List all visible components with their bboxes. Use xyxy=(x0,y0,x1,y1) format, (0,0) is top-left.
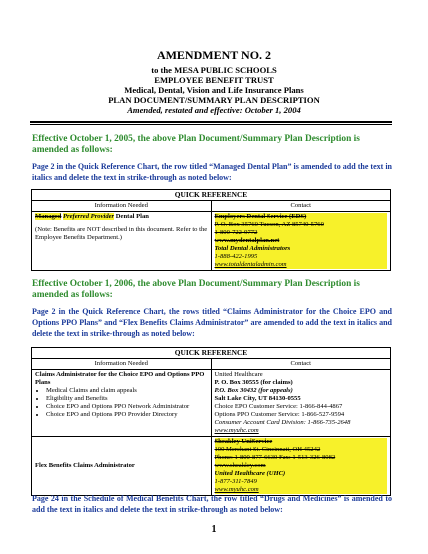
quick-reference-table-1 xyxy=(31,189,391,271)
section2-effective: Effective October 1, 2006, the above Plan Document/Summary Plan Description is amended as follows: xyxy=(32,279,360,300)
amendment-title: AMENDMENT NO. 2 xyxy=(156,48,272,62)
header-rule-thick xyxy=(30,121,392,123)
uhc-card-division: Consumer Account Card Division: 1-866-735-2648 xyxy=(214,419,351,426)
struck-sheakley-name: Sheakley UniService xyxy=(215,438,388,446)
uhc-city: Salt Lake City, UT 84130-0555 xyxy=(214,395,301,402)
added-tda-name: Total Dental Administrators xyxy=(215,245,388,253)
page-number: 1 xyxy=(211,524,217,535)
struck-sheakley-phone: Phone: 1-800-877-6630 Fax: 1-513-326-8082 xyxy=(215,454,388,462)
title-line-4: PLAN DOCUMENT/SUMMARY PLAN DESCRIPTION xyxy=(108,95,320,105)
struck-eds-phone: 1-800-722-9772 xyxy=(215,229,388,237)
struck-eds-website: www.mydentalplan.net xyxy=(215,237,388,245)
table1-right-cell xyxy=(211,212,391,271)
added-preferred-provider: Preferred Provider xyxy=(63,213,115,220)
header-rule-thin xyxy=(30,124,392,125)
claims-admin-bullets xyxy=(35,387,208,419)
uhc-epo-phone: Choice EPO Customer Service: 1-866-844-4867 xyxy=(214,403,343,410)
section1-instruction: Page 2 in the Quick Reference Chart, the row titled “Managed Dental Plan” is amended to add the text in italics and delete the text in strike-through as noted below: xyxy=(32,162,392,182)
title-line-2: EMPLOYEE BENEFIT TRUST xyxy=(154,75,274,85)
section3-instruction: Page 24 in the Schedule of Medical Benefits Chart, the row titled “Drugs and Medicines” is amended to add the text in italics and delete the text in strike-through as noted below: xyxy=(32,494,392,514)
list-item: • Choice EPO and Options PPO Provider Directory xyxy=(46,411,208,419)
uhc-claims-box: P. O. Box 30555 (for claims) xyxy=(214,379,293,386)
title-line-3: Medical, Dental, Vision and Life Insurance Plans xyxy=(124,85,304,95)
section1-effective: Effective October 1, 2005, the above Plan Document/Summary Plan Description is amended as follows: xyxy=(32,134,360,155)
title-subtitle: Amended, restated and effective: October 1, 2004 xyxy=(127,105,301,115)
uhc-name: United Healthcare xyxy=(214,371,263,378)
uhc-website[interactable]: www.myuhc.com xyxy=(214,427,259,434)
list-item: • Eligibility and Benefits xyxy=(46,395,208,403)
uhc-appeals-box: P.O. Box 30432 (for appeals) xyxy=(214,387,293,394)
struck-managed: Managed xyxy=(35,213,62,220)
struck-sheakley-website: www.sheakley.com xyxy=(215,462,388,470)
quick-reference-table-2 xyxy=(31,347,391,496)
table2-row2-right xyxy=(211,437,391,496)
list-item: • Medical Claims and claim appeals xyxy=(46,387,208,395)
struck-sheakley-address: 100 Merchant St. Cincinnati, OH 45242 xyxy=(215,446,388,454)
struck-eds-name: Employers Dental Service (EDS) xyxy=(215,213,388,221)
struck-eds-address: P. O. Box 35760 Tucson, AZ 85740-5760 xyxy=(215,221,388,229)
section2-instruction: Page 2 in the Quick Reference Chart, the rows titled “Claims Administrator for the Choice EPO and Options PPO Plans” and “Flex Benefits Claims Administrator” are amended to add the text in italics and delete the text in strike-through as noted below: xyxy=(32,307,392,338)
added-tda-website[interactable]: www.totaldentaladmin.com xyxy=(215,261,388,269)
table2-title: QUICK REFERENCE xyxy=(32,348,391,359)
list-item: • Choice EPO and Options PPO Network Administrator xyxy=(46,403,208,411)
added-uhc-phone: 1-877-311-7849 xyxy=(215,478,388,486)
table1-col-info: Information Needed xyxy=(32,201,212,212)
added-tda-phone: 1-888-422-1995 xyxy=(215,253,388,261)
dental-plan-rest: Dental Plan xyxy=(114,213,149,220)
table2-col-contact: Contact xyxy=(211,359,391,370)
claims-admin-title: Claims Administrator for the Choice EPO and Options PPO Plans xyxy=(35,371,205,386)
added-uhc-name: United Healthcare (UHC) xyxy=(215,470,388,478)
table1-left-cell xyxy=(32,212,212,271)
table1-col-contact: Contact xyxy=(211,201,391,212)
added-uhc-website[interactable]: www.myuhc.com xyxy=(215,486,388,494)
table2-col-info: Information Needed xyxy=(32,359,212,370)
table2-row1-left xyxy=(32,370,212,437)
dental-plan-name xyxy=(35,213,208,221)
dental-plan-note: (Note: Benefits are NOT described in this document. Refer to the Employee Benefits Department.) xyxy=(35,226,208,241)
table2-row1-right xyxy=(211,370,391,437)
uhc-ppo-phone: Options PPO Customer Service: 1-866-527-9594 xyxy=(214,411,345,418)
table1-title: QUICK REFERENCE xyxy=(32,190,391,201)
title-line-1: to the MESA PUBLIC SCHOOLS xyxy=(151,65,277,75)
table2-row2-left: Flex Benefits Claims Administrator xyxy=(32,437,212,496)
